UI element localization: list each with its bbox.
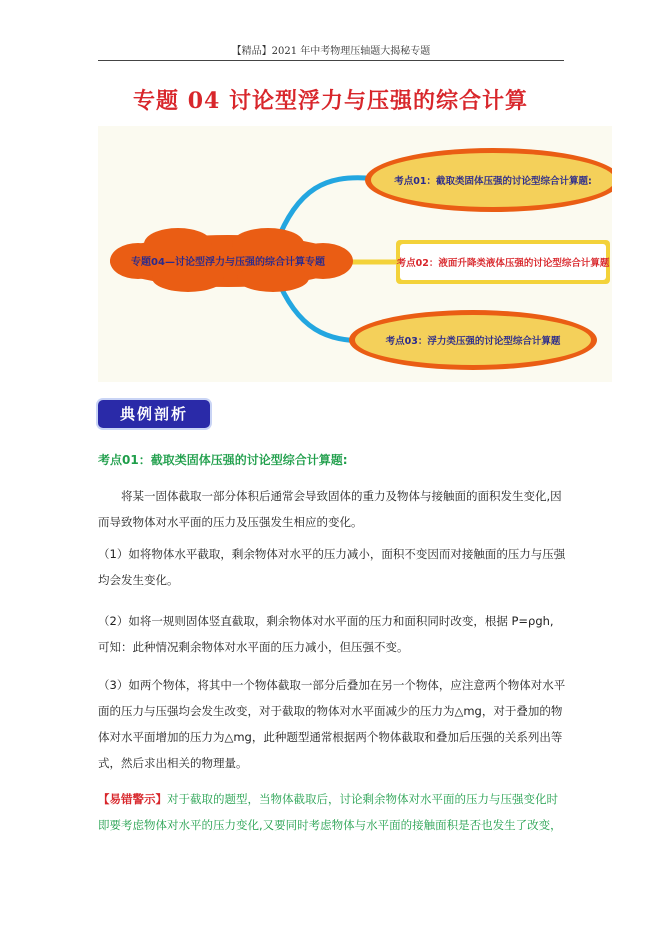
branch1-label: 考点01：截取类固体压强的讨论型综合计算题: — [394, 176, 592, 187]
kaodian-heading: 考点01：截取类固体压强的讨论型综合计算题: — [98, 453, 348, 467]
warning-label: 【易错警示】 — [98, 792, 167, 806]
page-header: 【精品】2021 年中考物理压轴题大揭秘专题 — [231, 46, 431, 57]
mind-map — [98, 126, 612, 382]
paragraph-2: （2）如将一规则固体竖直截取，剩余物体对水平面的压力和面积同时改变，根据 P=ρgh, 可知：此种情况剩余物体对水平面的压力减小，但压强不变。 — [98, 614, 554, 654]
center-topic-label: 专题04—讨论型浮力与压强的综合计算专题 — [131, 257, 325, 268]
branch2-label: 考点02：液面升降类液体压强的讨论型综合计算题 — [396, 258, 610, 269]
warning-paragraph — [98, 786, 566, 838]
header-rule — [98, 60, 564, 61]
section-badge: 典例剖析 — [98, 400, 210, 428]
intro-paragraph: 将某一固体截取一部分体积后通常会导致固体的重力及物体与接触面的面积发生变化,因而导致物体对水平面的压力及压强发生相应的变化。 — [98, 489, 562, 529]
mind-map-svg — [98, 126, 612, 382]
paragraph-3: （3）如两个物体，将其中一个物体截取一部分后叠加在另一个物体，应注意两个物体对水平面的压力与压强均会发生改变，对于截取的物体对水平面减少的压力为△mg，对于叠加的物体对水平面增加的压力为△mg，此种题型通常根据两个物体截取和叠加后压强的关系列出等式，然后求出相关的物理量。 — [98, 678, 566, 770]
page-title: 专题 04 讨论型浮力与压强的综合计算 — [133, 88, 528, 114]
paragraph-1: （1）如将物体水平截取，剩余物体对水平的压力减小，面积不变因而对接触面的压力与压强均会发生变化。 — [98, 547, 566, 587]
warning-text: 对于截取的题型，当物体截取后，讨论剩余物体对水平面的压力与压强变化时即要考虑物体对水平的压力变化,又要同时考虑物体与水平面的接触面积是否也发生了改变， — [98, 792, 562, 832]
branch3-label: 考点03：浮力类压强的讨论型综合计算题 — [385, 336, 561, 347]
